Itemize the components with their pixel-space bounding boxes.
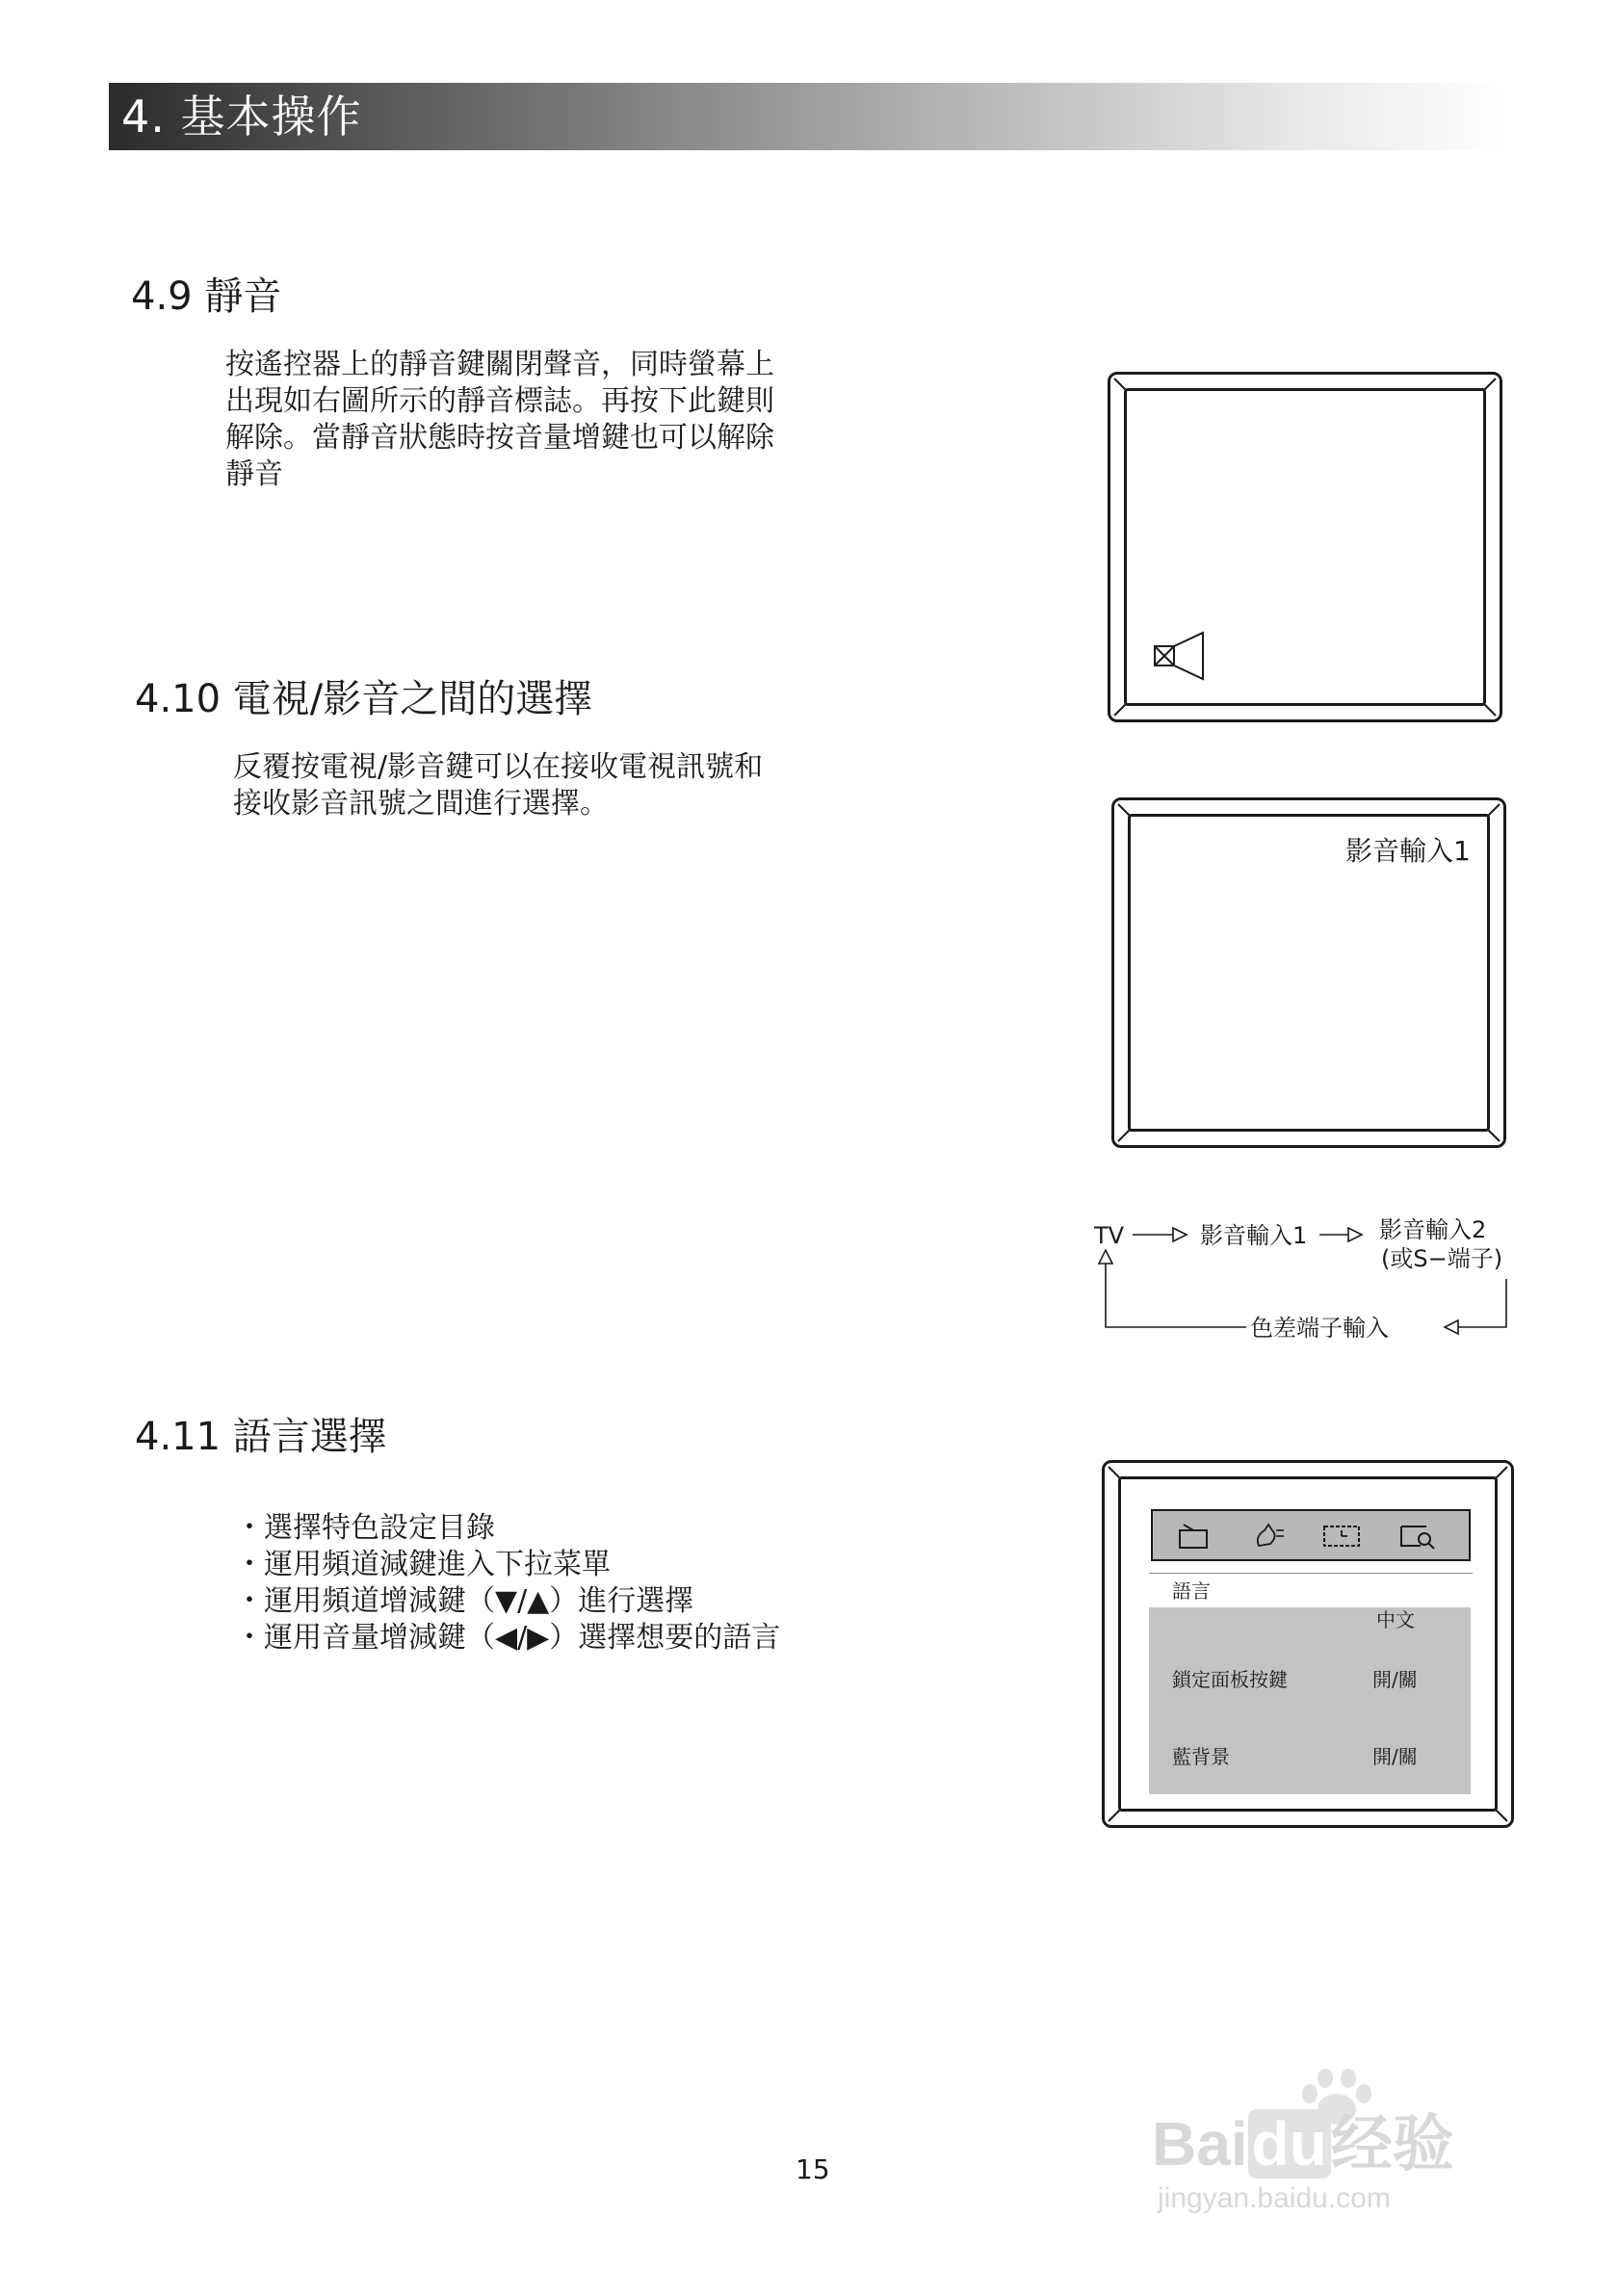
menu-language-value[interactable]: 中文 (1376, 1608, 1415, 1631)
mute-line: 出現如右圖所示的靜音標誌。再按下此鍵則 (225, 384, 774, 418)
section-heading-tv-av: 4.10 電視/影音之間的選擇 (135, 677, 593, 721)
language-step: ・選擇特色設定目錄 (235, 1511, 495, 1545)
watermark-brand: du (1248, 2109, 1331, 2179)
language-step: ・運用頻道增減鍵（▼/▲）進行選擇 (235, 1584, 694, 1618)
watermark-url: jingyan.baidu.com (1158, 2182, 1391, 2214)
menu-divider (1149, 1573, 1473, 1574)
tv-screen-menu (1102, 1460, 1514, 1828)
tv-av-line: 接收影音訊號之間進行選擇。 (233, 787, 609, 821)
mute-speaker-icon (1153, 631, 1207, 681)
tv-picture-icon[interactable] (1178, 1523, 1211, 1550)
feature-search-icon[interactable] (1399, 1523, 1438, 1550)
menu-row-value[interactable]: 開/關 (1372, 1668, 1418, 1691)
watermark-brand: Bai (1152, 2109, 1248, 2179)
page-number: 15 (796, 2153, 830, 2185)
watermark-logo (1152, 2109, 1454, 2179)
clock-icon[interactable] (1322, 1523, 1361, 1550)
language-steps (235, 1510, 780, 1657)
flow-av2: 影音輸入2 (1379, 1216, 1487, 1243)
tv-av-description (233, 749, 763, 822)
menu-title: 語言 (1172, 1579, 1211, 1603)
flow-component: 色差端子輸入 (1250, 1315, 1389, 1342)
menu-row-value[interactable]: 開/關 (1372, 1745, 1418, 1768)
menu-row-label[interactable]: 藍背景 (1172, 1745, 1230, 1768)
sound-icon[interactable] (1253, 1521, 1286, 1550)
mute-description (225, 347, 774, 493)
tv-av-line: 反覆按電視/影音鍵可以在接收電視訊號和 (233, 750, 764, 784)
language-step: ・運用音量增減鍵（◀/▶）選擇想要的語言 (235, 1621, 781, 1655)
menu-row-label[interactable]: 鎖定面板按鍵 (1172, 1668, 1288, 1691)
menu-settings-panel (1149, 1607, 1471, 1794)
tv-screen-av (1111, 797, 1506, 1148)
mute-line: 解除。當靜音狀態時按音量增鍵也可以解除 (225, 421, 774, 455)
mute-line: 靜音 (225, 457, 283, 491)
language-step: ・運用頻道減鍵進入下拉菜單 (235, 1548, 611, 1581)
av-input-indicator: 影音輸入1 (1345, 835, 1471, 867)
flow-tv: TV (1094, 1222, 1125, 1249)
flow-av2-note: (或S−端子) (1381, 1245, 1503, 1272)
mute-line: 按遙控器上的靜音鍵關閉聲音，同時螢幕上 (225, 348, 774, 381)
flow-av1: 影音輸入1 (1200, 1222, 1308, 1249)
watermark-brand: 经验 (1330, 2109, 1454, 2179)
section-heading-mute: 4.9 靜音 (131, 274, 282, 319)
baidu-watermark (1152, 2069, 1556, 2213)
page-title: 4. 基本操作 (121, 91, 362, 143)
menu-icon-bar (1151, 1509, 1471, 1561)
tv-screen-mute (1108, 372, 1502, 722)
input-flow-diagram (1092, 1213, 1516, 1358)
section-heading-language: 4.11 語言選擇 (135, 1415, 387, 1459)
